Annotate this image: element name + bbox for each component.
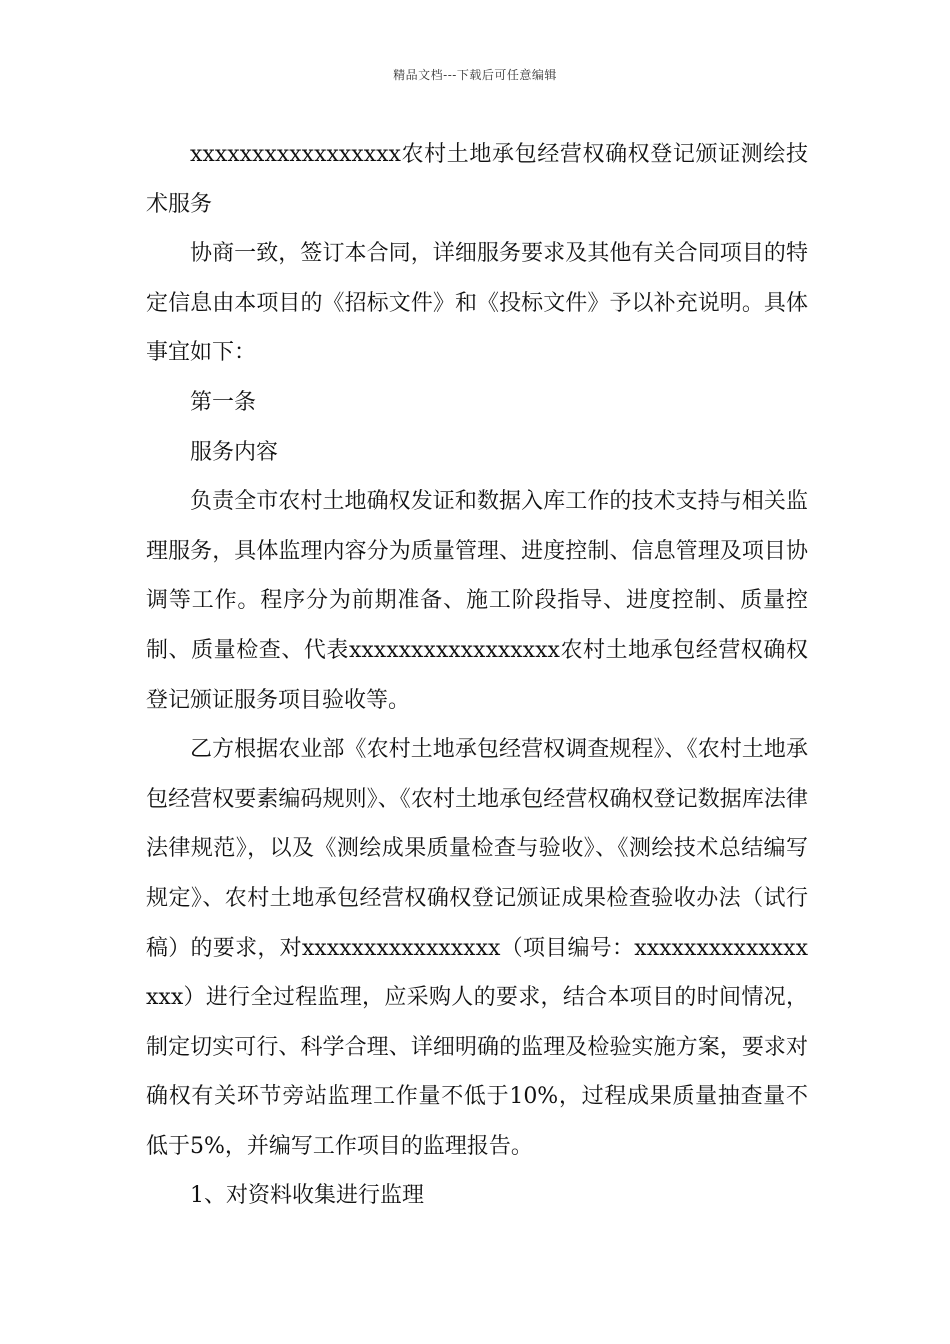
document-body: [146, 130, 808, 1221]
paragraph-service-content: 负责全市农村土地确权发证和数据入库工作的技术支持与相关监理服务，具体监理内容分为质量管理、进度控制、信息管理及项目协调等工作。程序分为前期准备、施工阶段指导、进度控制、质量控制、质量检查、代表xxxxxxxxxxxxxxxxx农村土地承包经营权确权登记颁证服务项目验收等。: [146, 489, 808, 713]
list-item-heading: 1、对资料收集进行监理: [190, 1183, 424, 1209]
paragraph-intro: 协商一致，签订本合同，详细服务要求及其他有关合同项目的特定信息由本项目的《招标文件》和《投标文件》予以补充说明。具体事宜如下：: [146, 241, 808, 366]
article-heading: 第一条: [190, 389, 257, 415]
section-heading: 服务内容: [190, 439, 279, 465]
page-header: 精品文档---下载后可任意编辑: [393, 68, 557, 82]
paragraph-requirements: 乙方根据农业部《农村土地承包经营权调查规程》、《农村土地承包经营权要素编码规则》、《农村土地承包经营权确权登记数据库法律法律规范》，以及《测绘成果质量检查与验收》、《测绘技术总结编写规定》、农村土地承包经营权确权登记颁证成果检查验收办法（试行稿）的要求，对xxxxxxxxxxxxxxxx（项目编号：xxxxxxxxxxxxxxxxx）进行全过程监理，应采购人的要求，结合本项目的时间情况，制定切实可行、科学合理、详细明确的监理及检验实施方案，要求对确权有关环节旁站监理工作量不低于10%，过程成果质量抽查量不低于5%，并编写工作项目的监理报告。: [146, 737, 808, 1159]
paragraph-title: xxxxxxxxxxxxxxxxx农村土地承包经营权确权登记颁证测绘技术服务: [146, 142, 808, 217]
